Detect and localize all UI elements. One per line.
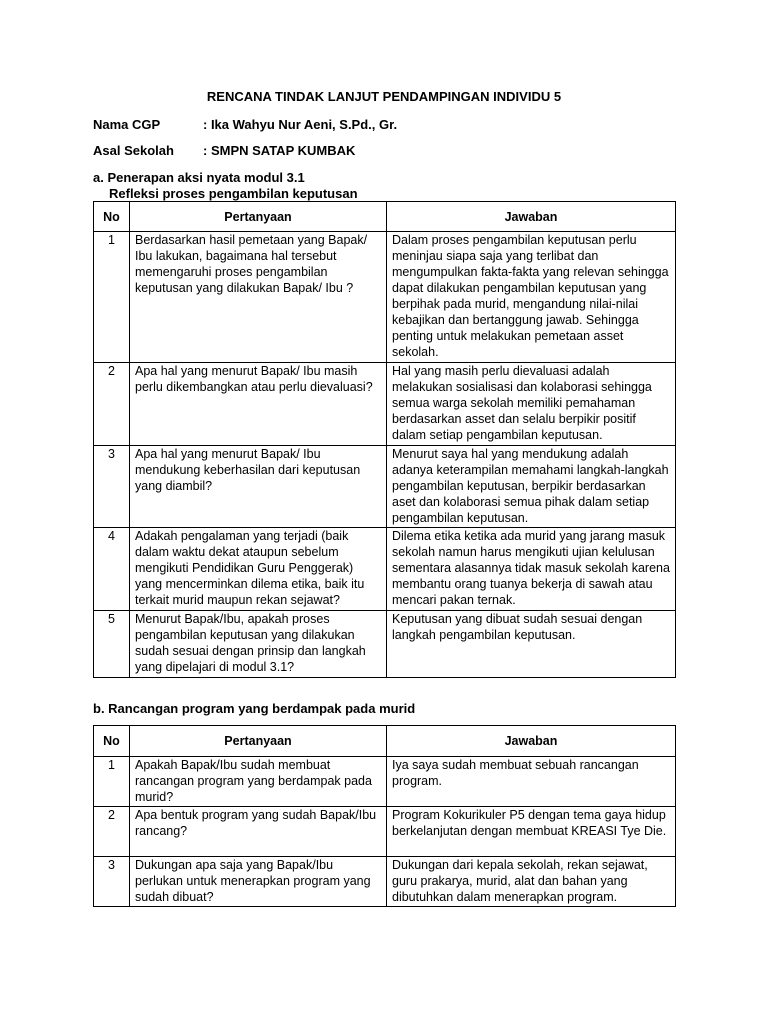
table-row xyxy=(94,611,676,678)
column-header-question: Pertanyaan xyxy=(130,726,387,757)
question-cell: Apa bentuk program yang sudah Bapak/Ibu rancang? xyxy=(130,807,387,857)
column-header-answer: Jawaban xyxy=(387,202,676,232)
question-cell: Adakah pengalaman yang terjadi (baik dalam waktu dekat ataupun sebelum mengikuti Pendidikan Guru Penggerak) yang mencerminkan dilema etika, baik itu terkait murid maupun rekan sejawat? xyxy=(130,528,387,611)
answer-cell: Dukungan dari kepala sekolah, rekan sejawat, guru prakarya, murid, alat dan bahan yang dibutuhkan dalam menerapkan program. xyxy=(387,857,676,907)
program-table xyxy=(93,725,676,907)
section-a-title: a. Penerapan aksi nyata modul 3.1 xyxy=(93,170,305,185)
table-row xyxy=(94,363,676,446)
reflection-table xyxy=(93,201,676,678)
row-number: 2 xyxy=(94,807,130,857)
column-header-answer: Jawaban xyxy=(387,726,676,757)
page-title: RENCANA TINDAK LANJUT PENDAMPINGAN INDIVIDU 5 xyxy=(206,89,562,104)
cgp-name-row xyxy=(93,117,397,133)
table-row xyxy=(94,857,676,907)
row-number: 2 xyxy=(94,363,130,446)
answer-cell: Dalam proses pengambilan keputusan perlu meninjau siapa saja yang terlibat dan mengumpulkan fakta-fakta yang relevan sehingga dapat dilakukan pengambilan keputusan yang berpihak pada murid, mengandung nilai-nilai kebajikan dan bertanggung jawab. Sehingga penting untuk melakukan pemetaan asset sekolah. xyxy=(387,232,676,363)
row-number: 4 xyxy=(94,528,130,611)
question-cell: Apa hal yang menurut Bapak/ Ibu mendukung keberhasilan dari keputusan yang diambil? xyxy=(130,446,387,528)
table-row xyxy=(94,807,676,857)
answer-cell: Iya saya sudah membuat sebuah rancangan program. xyxy=(387,757,676,807)
answer-cell: Menurut saya hal yang mendukung adalah adanya keterampilan memahami langkah-langkah pengambilan keputusan, berpikir berdasarkan aset dan kolaborasi semua pihak dalam setiap pengambilan keputusan. xyxy=(387,446,676,528)
cgp-name-label: Nama CGP xyxy=(93,117,161,132)
answer-cell: Keputusan yang dibuat sudah sesuai dengan langkah pengambilan keputusan. xyxy=(387,611,676,678)
school-row xyxy=(93,143,355,159)
question-cell: Dukungan apa saja yang Bapak/Ibu perlukan untuk menerapkan program yang sudah dibuat? xyxy=(130,857,387,907)
table-row xyxy=(94,446,676,528)
column-header-no: No xyxy=(94,726,130,757)
column-header-question: Pertanyaan xyxy=(130,202,387,232)
row-number: 3 xyxy=(94,857,130,907)
question-cell: Apa hal yang menurut Bapak/ Ibu masih perlu dikembangkan atau perlu dievaluasi? xyxy=(130,363,387,446)
section-a-subtitle: Refleksi proses pengambilan keputusan xyxy=(109,186,358,201)
table-row xyxy=(94,757,676,807)
table-row xyxy=(94,232,676,363)
row-number: 3 xyxy=(94,446,130,528)
school-value: : SMPN SATAP KUMBAK xyxy=(203,143,356,158)
table-header-row xyxy=(94,202,676,232)
answer-cell: Program Kokurikuler P5 dengan tema gaya hidup berkelanjutan dengan membuat KREASI Tye Die. xyxy=(387,807,676,857)
column-header-no: No xyxy=(94,202,130,232)
school-label: Asal Sekolah xyxy=(93,143,174,158)
question-cell: Apakah Bapak/Ibu sudah membuat rancangan program yang berdampak pada murid? xyxy=(130,757,387,807)
question-cell: Menurut Bapak/Ibu, apakah proses pengambilan keputusan yang dilakukan sudah sesuai dengan prinsip dan langkah yang dipelajari di modul 3.1? xyxy=(130,611,387,678)
question-cell: Berdasarkan hasil pemetaan yang Bapak/ Ibu lakukan, bagaimana hal tersebut memengaruhi proses pengambilan keputusan yang dilakukan Bapak/ Ibu ? xyxy=(130,232,387,363)
cgp-name-value: : Ika Wahyu Nur Aeni, S.Pd., Gr. xyxy=(203,117,398,132)
row-number: 5 xyxy=(94,611,130,678)
answer-cell: Hal yang masih perlu dievaluasi adalah melakukan sosialisasi dan kolaborasi sehingga semua warga sekolah memiliki pemahaman berdasarkan asset dan selalu berpikir positif dalam setiap pengambilan keputusan. xyxy=(387,363,676,446)
section-b-title: b. Rancangan program yang berdampak pada murid xyxy=(93,701,416,716)
table-header-row xyxy=(94,726,676,757)
table-row xyxy=(94,528,676,611)
answer-cell: Dilema etika ketika ada murid yang jarang masuk sekolah namun harus mengikuti ujian kelulusan sementara alasannya tidak masuk sekolah karena membantu orang tuanya bekerja di sawah atau mencari pakan ternak. xyxy=(387,528,676,611)
section-a-heading xyxy=(93,170,358,202)
row-number: 1 xyxy=(94,232,130,363)
row-number: 1 xyxy=(94,757,130,807)
